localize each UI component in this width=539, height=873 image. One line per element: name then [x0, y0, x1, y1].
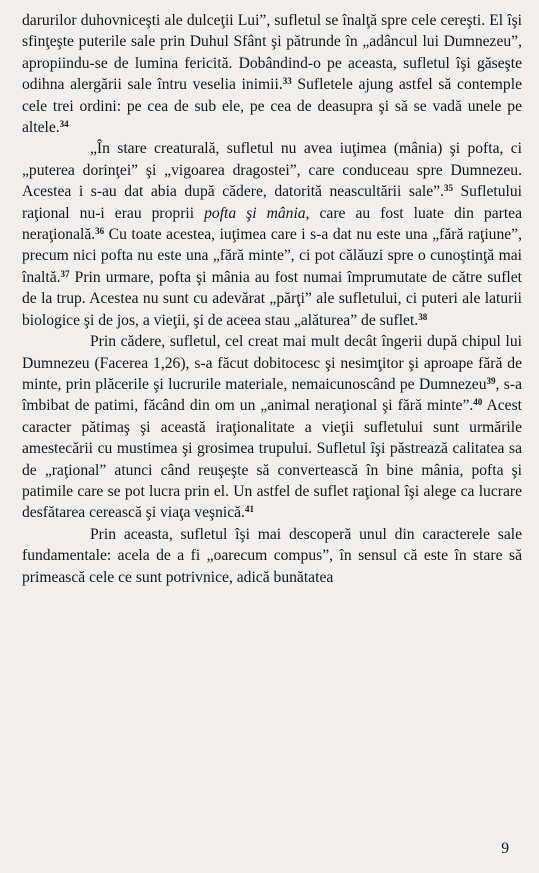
text-run: Prin cădere, sufletul, cel creat mai mult decât îngerii după chipul lui Dumnezeu (Facerea 1,26), s-a făcut dobitocesc şi nesimţitor şi aproape fără de minte, prin plăcerile şi lucrurile materiale, nemaicunoscând pe Dumnezeu — [22, 333, 522, 393]
footnote-ref: 34 — [59, 119, 69, 130]
text-run: Sufletele ajung astfel să contemple cele trei ordini: pe cea de sub ele, pe cea de deasupra şi să se vadă unele pe altele. — [22, 76, 522, 137]
text-run: Sufletului raţional nu-i erau proprii — [22, 183, 522, 222]
page-number: 9 — [501, 840, 509, 857]
text-run: Cu toate acestea, iuţimea care i s-a dat nu este una „fără raţiune”, precum nici pofta nu este una „fără minte”, ci pot călăuzi spre o cunoştinţă mai înaltă. — [22, 226, 522, 286]
text-run: „În stare creaturală, sufletul nu avea iuţimea (mânia) şi pofta, ci „puterea dorinţei” şi „vigoarea dragostei”, care conduceau spre Dumnezeu. Acestea i s-au dat abia după cădere, datorită neascultării sale”. — [22, 140, 522, 201]
paragraph — [22, 524, 522, 588]
footnote-ref: 36 — [95, 226, 105, 237]
page-body — [22, 10, 522, 588]
text-run: Prin urmare, pofta şi mânia au fost numai împrumutate de către suflet de la trup. Acestea nu sunt cu adevărat „părţi” ale sufletului, ci puteri ale laturii biologice şi de jos, a vieţii, şi de aceea stau „alăturea” de suflet. — [22, 268, 522, 329]
footnote-ref: 37 — [60, 268, 70, 279]
paragraph — [22, 331, 522, 524]
text-run: , s-a îmbibat de patimi, făcând din om un „animal neraţional şi fără minte”. — [22, 375, 522, 415]
paragraph — [22, 10, 522, 138]
text-run: , care au fost luate din partea neraţională. — [22, 204, 522, 244]
text-run: Prin aceasta, sufletul îşi mai descoperă unul din caracterele sale fundamentale: acela de a fi „oarecum compus”, în sensul că este în stare să primească cele ce sunt potrivnice, adică bunătatea — [22, 525, 522, 586]
footnote-ref: 35 — [443, 183, 453, 194]
footnote-ref: 33 — [282, 76, 292, 87]
footnote-ref: 38 — [418, 311, 428, 322]
italic-text: pofta şi mânia — [204, 204, 306, 222]
paragraph — [22, 138, 522, 331]
footnote-ref: 40 — [473, 397, 483, 408]
footnote-ref: 41 — [244, 504, 254, 515]
footnote-ref: 39 — [486, 375, 496, 386]
text-run: darurilor duhovniceşti ale dulceţii Lui”, sufletul se înalţă spre cele cereşti. El îşi sfinţeşte puterile sale prin Duhul Sfânt şi pătrunde în „adâncul lui Dumnezeu”, apropiindu-se de lumina fericită. Dobândind-o pe aceasta, sufletul îşi găseşte odihna alergării sale întru veselia inimii. — [22, 12, 522, 94]
text-run: Acest caracter pătimaş şi această iraţionalitate a vieţii sufletului sunt urmările amestecării cu mustimea şi grosimea trupului. Sufletul îşi păstrează calitatea sa de „raţional” atunci când reuşeşte să convertească în bine mânia, pofta şi patimile care se pot lucra prin el. Un astfel de suflet raţional îşi alege ca lucrare desfătarea cerească şi viaţa veşnică. — [22, 397, 522, 522]
